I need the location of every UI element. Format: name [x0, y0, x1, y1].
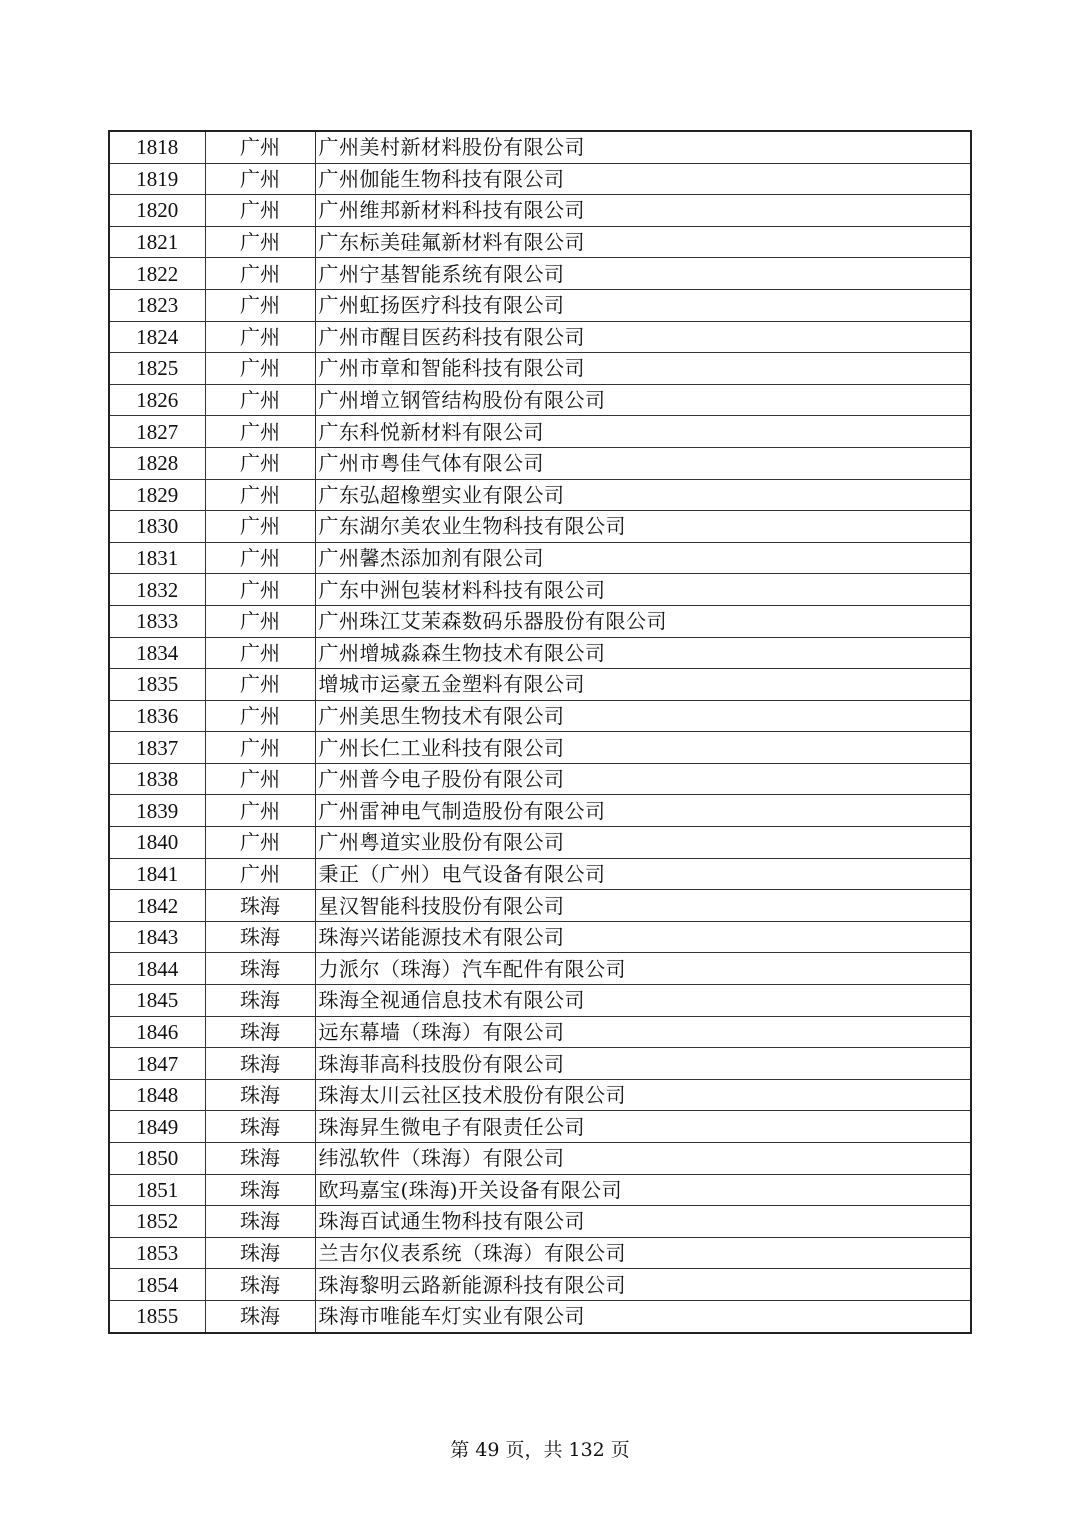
row-number-cell: 1848	[109, 1079, 205, 1111]
company-name-cell: 广州市粤佳气体有限公司	[315, 447, 971, 479]
city-cell: 广州	[205, 163, 315, 195]
city-cell: 广州	[205, 258, 315, 290]
row-number-cell: 1842	[109, 890, 205, 922]
row-number-cell: 1853	[109, 1237, 205, 1269]
city-cell: 广州	[205, 574, 315, 606]
table-row	[109, 511, 971, 543]
company-name-cell: 广州增立钢管结构股份有限公司	[315, 384, 971, 416]
city-cell: 广州	[205, 511, 315, 543]
city-cell: 广州	[205, 195, 315, 227]
city-cell: 珠海	[205, 921, 315, 953]
row-number-cell: 1849	[109, 1111, 205, 1143]
table-body	[109, 131, 971, 1333]
city-cell: 珠海	[205, 1016, 315, 1048]
row-number-cell: 1844	[109, 953, 205, 985]
company-name-cell: 广州市醒目医药科技有限公司	[315, 321, 971, 353]
city-cell: 珠海	[205, 953, 315, 985]
row-number-cell: 1818	[109, 131, 205, 163]
company-name-cell: 远东幕墙（珠海）有限公司	[315, 1016, 971, 1048]
row-number-cell: 1846	[109, 1016, 205, 1048]
company-name-cell: 珠海菲高科技股份有限公司	[315, 1048, 971, 1080]
company-name-cell: 欧玛嘉宝(珠海)开关设备有限公司	[315, 1174, 971, 1206]
city-cell: 广州	[205, 131, 315, 163]
company-name-cell: 广州长仁工业科技有限公司	[315, 732, 971, 764]
page-footer: 第 49 页，共 132 页	[450, 1439, 630, 1461]
row-number-cell: 1838	[109, 763, 205, 795]
table-row	[109, 827, 971, 859]
company-name-cell: 力派尔（珠海）汽车配件有限公司	[315, 953, 971, 985]
table-row	[109, 1269, 971, 1301]
company-name-cell: 广州馨杰添加剂有限公司	[315, 542, 971, 574]
city-cell: 广州	[205, 827, 315, 859]
table-row	[109, 700, 971, 732]
city-cell: 珠海	[205, 1300, 315, 1332]
company-name-cell: 珠海黎明云路新能源科技有限公司	[315, 1269, 971, 1301]
city-cell: 珠海	[205, 1048, 315, 1080]
company-name-cell: 广东湖尔美农业生物科技有限公司	[315, 511, 971, 543]
company-list-table	[108, 130, 972, 1334]
row-number-cell: 1825	[109, 353, 205, 385]
city-cell: 广州	[205, 795, 315, 827]
city-cell: 广州	[205, 384, 315, 416]
company-name-cell: 广州珠江艾茉森数码乐器股份有限公司	[315, 605, 971, 637]
row-number-cell: 1851	[109, 1174, 205, 1206]
table-row	[109, 605, 971, 637]
city-cell: 广州	[205, 447, 315, 479]
table-row	[109, 1143, 971, 1175]
row-number-cell: 1819	[109, 163, 205, 195]
row-number-cell: 1823	[109, 289, 205, 321]
city-cell: 广州	[205, 605, 315, 637]
city-cell: 广州	[205, 289, 315, 321]
company-name-cell: 珠海百试通生物科技有限公司	[315, 1206, 971, 1238]
row-number-cell: 1829	[109, 479, 205, 511]
company-name-cell: 广州粤道实业股份有限公司	[315, 827, 971, 859]
company-name-cell: 星汉智能科技股份有限公司	[315, 890, 971, 922]
table-row	[109, 289, 971, 321]
row-number-cell: 1826	[109, 384, 205, 416]
city-cell: 广州	[205, 637, 315, 669]
row-number-cell: 1845	[109, 985, 205, 1017]
table-row	[109, 1016, 971, 1048]
row-number-cell: 1835	[109, 669, 205, 701]
table-row	[109, 542, 971, 574]
city-cell: 广州	[205, 353, 315, 385]
company-name-cell: 广州增城淼森生物技术有限公司	[315, 637, 971, 669]
row-number-cell: 1831	[109, 542, 205, 574]
company-name-cell: 增城市运豪五金塑料有限公司	[315, 669, 971, 701]
table-row	[109, 384, 971, 416]
table-row	[109, 1174, 971, 1206]
table-row	[109, 163, 971, 195]
row-number-cell: 1834	[109, 637, 205, 669]
table-row	[109, 795, 971, 827]
row-number-cell: 1827	[109, 416, 205, 448]
city-cell: 珠海	[205, 1111, 315, 1143]
company-name-cell: 珠海市唯能车灯实业有限公司	[315, 1300, 971, 1332]
city-cell: 广州	[205, 321, 315, 353]
company-name-cell: 珠海太川云社区技术股份有限公司	[315, 1079, 971, 1111]
row-number-cell: 1832	[109, 574, 205, 606]
table-row	[109, 1300, 971, 1332]
city-cell: 广州	[205, 732, 315, 764]
table-row	[109, 1048, 971, 1080]
row-number-cell: 1837	[109, 732, 205, 764]
company-name-cell: 纬泓软件（珠海）有限公司	[315, 1143, 971, 1175]
row-number-cell: 1840	[109, 827, 205, 859]
row-number-cell: 1824	[109, 321, 205, 353]
row-number-cell: 1833	[109, 605, 205, 637]
city-cell: 广州	[205, 700, 315, 732]
city-cell: 珠海	[205, 985, 315, 1017]
row-number-cell: 1854	[109, 1269, 205, 1301]
table-row	[109, 353, 971, 385]
row-number-cell: 1852	[109, 1206, 205, 1238]
table-row	[109, 226, 971, 258]
row-number-cell: 1836	[109, 700, 205, 732]
table-row	[109, 858, 971, 890]
company-name-cell: 珠海兴诺能源技术有限公司	[315, 921, 971, 953]
company-name-cell: 珠海昇生微电子有限责任公司	[315, 1111, 971, 1143]
city-cell: 广州	[205, 858, 315, 890]
company-name-cell: 广东科悦新材料有限公司	[315, 416, 971, 448]
city-cell: 珠海	[205, 890, 315, 922]
row-number-cell: 1839	[109, 795, 205, 827]
company-name-cell: 兰吉尔仪表系统（珠海）有限公司	[315, 1237, 971, 1269]
row-number-cell: 1821	[109, 226, 205, 258]
table-row	[109, 669, 971, 701]
row-number-cell: 1847	[109, 1048, 205, 1080]
row-number-cell: 1828	[109, 447, 205, 479]
company-name-cell: 广州普今电子股份有限公司	[315, 763, 971, 795]
city-cell: 珠海	[205, 1237, 315, 1269]
table-row	[109, 321, 971, 353]
company-name-cell: 广州伽能生物科技有限公司	[315, 163, 971, 195]
company-name-cell: 秉正（广州）电气设备有限公司	[315, 858, 971, 890]
company-name-cell: 广州维邦新材料科技有限公司	[315, 195, 971, 227]
table-row	[109, 258, 971, 290]
company-name-cell: 广州市章和智能科技有限公司	[315, 353, 971, 385]
table-row	[109, 195, 971, 227]
company-name-cell: 广州虹扬医疗科技有限公司	[315, 289, 971, 321]
city-cell: 珠海	[205, 1143, 315, 1175]
table-row	[109, 574, 971, 606]
city-cell: 广州	[205, 669, 315, 701]
row-number-cell: 1841	[109, 858, 205, 890]
company-name-cell: 广州美思生物技术有限公司	[315, 700, 971, 732]
city-cell: 广州	[205, 416, 315, 448]
table-row	[109, 1079, 971, 1111]
row-number-cell: 1855	[109, 1300, 205, 1332]
table-row	[109, 953, 971, 985]
company-name-cell: 广东标美硅氟新材料有限公司	[315, 226, 971, 258]
table-row	[109, 985, 971, 1017]
table-row	[109, 732, 971, 764]
table-row	[109, 131, 971, 163]
city-cell: 广州	[205, 479, 315, 511]
table-row	[109, 1237, 971, 1269]
row-number-cell: 1830	[109, 511, 205, 543]
company-name-cell: 广州美村新材料股份有限公司	[315, 131, 971, 163]
row-number-cell: 1822	[109, 258, 205, 290]
table-row	[109, 479, 971, 511]
table-row	[109, 447, 971, 479]
company-name-cell: 广州雷神电气制造股份有限公司	[315, 795, 971, 827]
row-number-cell: 1850	[109, 1143, 205, 1175]
table-row	[109, 921, 971, 953]
table-row	[109, 763, 971, 795]
company-name-cell: 广东中洲包装材料科技有限公司	[315, 574, 971, 606]
table-row	[109, 1111, 971, 1143]
city-cell: 广州	[205, 763, 315, 795]
city-cell: 珠海	[205, 1206, 315, 1238]
company-name-cell: 珠海全视通信息技术有限公司	[315, 985, 971, 1017]
company-name-cell: 广东弘超橡塑实业有限公司	[315, 479, 971, 511]
city-cell: 珠海	[205, 1269, 315, 1301]
table-row	[109, 890, 971, 922]
city-cell: 广州	[205, 542, 315, 574]
city-cell: 珠海	[205, 1174, 315, 1206]
table-row	[109, 1206, 971, 1238]
table-row	[109, 637, 971, 669]
table-row	[109, 416, 971, 448]
city-cell: 广州	[205, 226, 315, 258]
city-cell: 珠海	[205, 1079, 315, 1111]
row-number-cell: 1820	[109, 195, 205, 227]
company-name-cell: 广州宁基智能系统有限公司	[315, 258, 971, 290]
row-number-cell: 1843	[109, 921, 205, 953]
